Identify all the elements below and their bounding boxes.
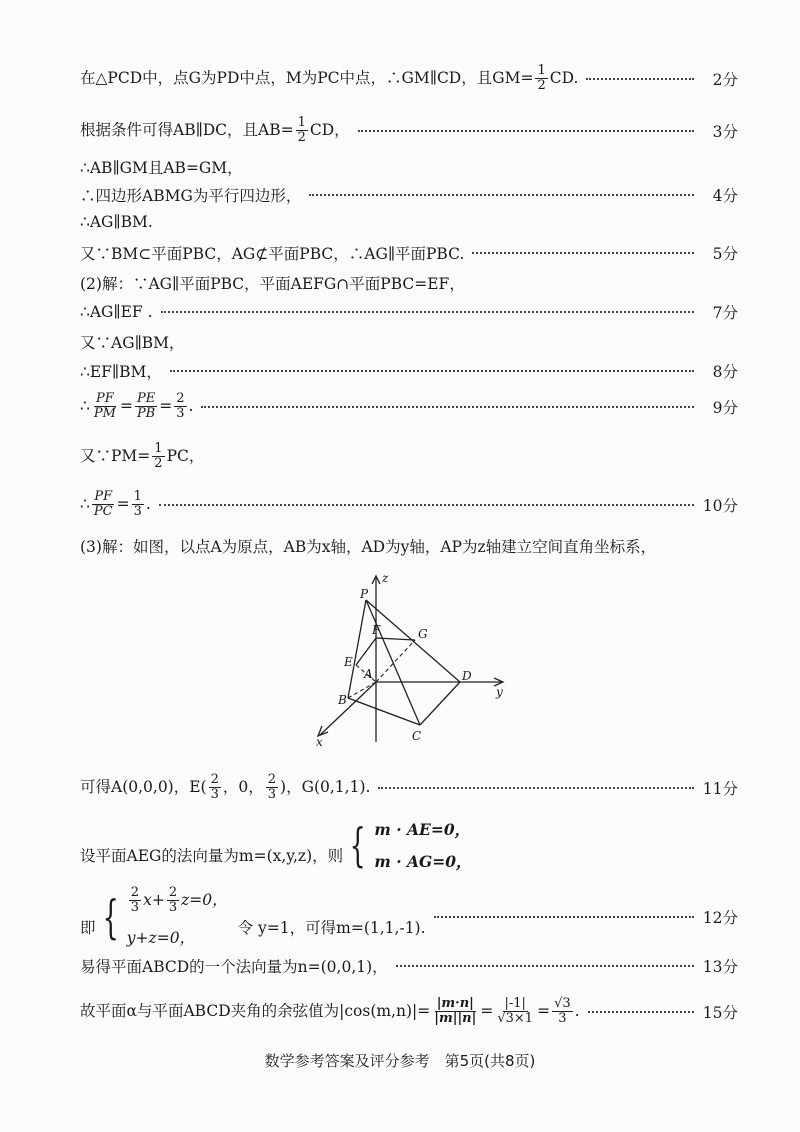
score-8: 8分 — [712, 363, 738, 381]
score-13: 13分 — [702, 958, 738, 976]
label-z: z — [382, 571, 389, 585]
x-axis — [320, 682, 376, 735]
edge-AG — [376, 640, 415, 682]
dot-leader — [309, 194, 694, 196]
label-C: C — [412, 729, 422, 743]
line-13: ∴ $\frac{PF}{PC}$ = $\frac{1}{3}$ . 10分 — [80, 489, 738, 520]
system-row-1: m · AE=0， — [374, 820, 471, 839]
score-5: 5分 — [712, 245, 738, 263]
score-4: 4分 — [712, 187, 738, 205]
line-6: 又∵BM⊂平面PBC，AG⊄平面PBC，∴AG∥平面PBC. 5分 — [80, 242, 738, 264]
line-12: 又∵PM= $\frac{1}{2}$ PC， — [80, 441, 205, 472]
coordinate-figure — [300, 570, 540, 750]
line-7: (2)解：∵AG∥平面PBC，平面AEFG∩平面PBC=EF， — [80, 275, 465, 293]
line-14: (3)解：如图，以点A为原点，AB为x轴，AD为y轴，AP为z轴建立空间直角坐标系， — [80, 538, 657, 556]
score-9: 9分 — [712, 398, 738, 417]
dot-leader — [378, 787, 694, 789]
line-18: 易得平面ABCD的一个法向量为n=(0,0,1)， 13分 — [80, 955, 738, 977]
dot-leader — [201, 406, 694, 408]
score-3: 3分 — [712, 122, 738, 141]
label-E: E — [344, 655, 353, 669]
dot-leader — [170, 370, 694, 372]
line-3: ∴AB∥GM且AB=GM， — [80, 159, 243, 177]
score-12: 12分 — [702, 908, 738, 927]
label-D: D — [462, 669, 472, 683]
line-10: ∴EF∥BM， 8分 — [80, 360, 738, 382]
score-11: 11分 — [702, 779, 738, 798]
line-5: ∴AG∥BM. — [80, 213, 153, 231]
system-brace: { — [102, 889, 119, 944]
line-4: ∴四边形ABMG为平行四边形， 4分 — [80, 184, 738, 206]
label-G: G — [418, 627, 428, 641]
score-2: 2分 — [712, 70, 738, 89]
system-brace: { — [349, 818, 366, 872]
label-P: P — [360, 587, 369, 601]
edge-PC — [366, 600, 420, 725]
line-19: 故平面α与平面ABCD夹角的余弦值为|cos(m,n)|= $\frac{|m\cdot n|}{|m||n|}$ = $\frac{|-1|}{√3\times 1}$ = $\frac{√3}{3}$ . 15分 — [80, 996, 738, 1027]
edge-PD — [366, 600, 460, 682]
edge-CD — [420, 682, 460, 725]
page-footer: 数学参考答案及评分参考 第5页(共8页) — [264, 1052, 536, 1070]
edge-PB — [348, 600, 366, 698]
label-y: y — [496, 685, 503, 699]
line-15: 可得A(0,0,0)，E( $\frac{2}{3}$ ，0， $\frac{2}{3}$ )，G(0,1,1). 11分 — [80, 772, 738, 803]
dot-leader — [586, 78, 694, 80]
label-A: A — [364, 667, 373, 681]
score-7: 7分 — [712, 304, 738, 322]
edge-BC — [348, 698, 420, 725]
dot-leader — [434, 916, 694, 918]
line-1 — [80, 64, 738, 94]
score-15: 15分 — [702, 1003, 738, 1022]
dot-leader — [161, 311, 694, 313]
line-9: 又∵AG∥BM， — [80, 334, 185, 352]
line-17: 即 { $\frac{2}{3}$ x+ $\frac{2}{3}$ z=0， y+z=0， 令 y=1，可得m=(1,1,-1). 12分 — [80, 885, 738, 947]
system-row-2: m · AG=0， — [374, 852, 472, 871]
label-B: B — [338, 693, 347, 707]
score-10: 10分 — [702, 496, 738, 515]
line-11: ∴ $\frac{PF}{PM}$ = $\frac{PE}{PB}$ = $\frac{2}{3}$ . 9分 — [80, 391, 738, 422]
line-1-text: 在△PCD中，点G为PD中点，M为PC中点，∴GM∥CD，且GM= $\frac{1}{2}$ CD. — [80, 63, 579, 94]
dot-leader — [358, 130, 694, 132]
line-2: 根据条件可得AB∥DC，且AB= $\frac{1}{2}$ CD， 3分 — [80, 115, 738, 146]
edge-EF — [356, 638, 376, 665]
dot-leader — [159, 504, 694, 506]
dot-leader — [588, 1011, 694, 1013]
dot-leader — [472, 252, 694, 254]
label-x: x — [316, 735, 323, 749]
line-16: 设平面AEG的法向量为m=(x,y,z)，则 { m · AE=0， m · AG=0， — [80, 818, 472, 872]
dot-leader — [396, 965, 694, 967]
label-F: F — [372, 623, 381, 637]
line-8: ∴AG∥EF . 7分 — [80, 303, 738, 322]
